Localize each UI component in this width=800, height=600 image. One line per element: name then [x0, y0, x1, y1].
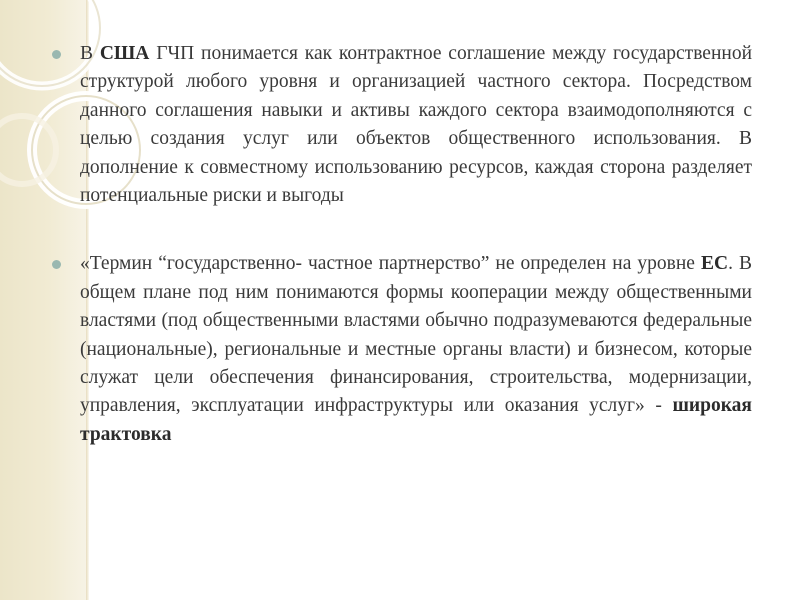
- bullet-text: . В общем плане под ним понимаются формы кооперации между общественными властями (под общественными властями обычно подразумеваются федеральные (национальные), региональные и местные органы власти) и бизнесом, которые служат цели обеспечения финансирования, строительства, модернизации, управления, эксплуатации инфраструктуры или оказания услуг» -: [80, 253, 752, 417]
- slide-content: [52, 40, 752, 449]
- bullet-eu-definition: [52, 250, 752, 449]
- bullet-dot: [52, 50, 61, 59]
- bold-term: США: [99, 43, 150, 64]
- bullet-usa-definition: [52, 40, 752, 210]
- bullet-text: ГЧП понимается как контрактное соглашение между государственной структурой любого уровня и организацией частного сектора. Посредством данного соглашения навыки и активы каждого сектора взаимодополняются с целью создания услуг или объектов общественного использования. В дополнение к совместному использованию ресурсов, каждая сторона разделяет потенциальные риски и выгоды: [80, 43, 752, 207]
- bullet-text: «Термин “государственно- частное партнерство” не определен на уровне: [80, 253, 701, 275]
- bullet-dot: [52, 260, 61, 269]
- bold-term: широкая трактовка: [80, 395, 752, 445]
- bullet-text: В: [80, 43, 100, 64]
- bold-term: ЕС: [700, 253, 729, 275]
